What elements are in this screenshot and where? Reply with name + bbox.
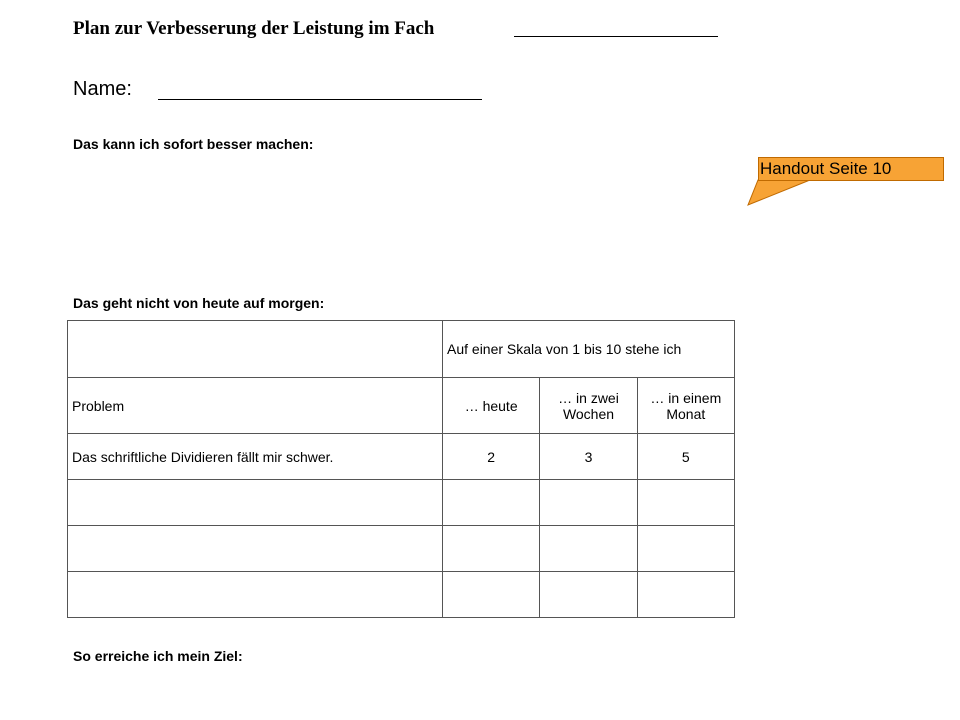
table-cell-empty: [68, 321, 443, 378]
table-cell-empty: [68, 572, 443, 618]
table-cell-empty: [68, 526, 443, 572]
callout-pointer: [740, 179, 820, 209]
table-cell-empty: [540, 572, 637, 618]
subject-blank-line: [514, 36, 718, 37]
two-weeks-header-cell: … in zwei Wochen: [540, 378, 637, 434]
today-header-cell: … heute: [443, 378, 540, 434]
scale-header-cell: Auf einer Skala von 1 bis 10 stehe ich: [443, 321, 735, 378]
table-row: [68, 526, 735, 572]
table-row: [68, 378, 735, 434]
improvement-table: [67, 320, 735, 618]
table-cell-empty: [443, 526, 540, 572]
month-value-cell: 5: [637, 434, 734, 480]
table-cell-empty: [637, 526, 734, 572]
section-heading-goal: So erreiche ich mein Ziel:: [73, 648, 243, 664]
page-title: Plan zur Verbesserung der Leistung im Fach: [73, 18, 435, 39]
problem-cell: Das schriftliche Dividieren fällt mir schwer.: [68, 434, 443, 480]
section-heading-long-term: Das geht nicht von heute auf morgen:: [73, 295, 325, 311]
table-row: [68, 434, 735, 480]
problem-header-cell: Problem: [68, 378, 443, 434]
table-cell-empty: [540, 526, 637, 572]
table-cell-empty: [540, 480, 637, 526]
table-row: [68, 321, 735, 378]
today-value-cell: 2: [443, 434, 540, 480]
table-cell-empty: [637, 572, 734, 618]
table-cell-empty: [443, 480, 540, 526]
table-row: [68, 572, 735, 618]
section-heading-immediate: Das kann ich sofort besser machen:: [73, 136, 314, 152]
table-cell-empty: [68, 480, 443, 526]
table-cell-empty: [443, 572, 540, 618]
table-row: [68, 480, 735, 526]
name-label: Name:: [73, 78, 132, 100]
month-header-cell: … in einem Monat: [637, 378, 734, 434]
two-weeks-value-cell: 3: [540, 434, 637, 480]
handout-callout: Handout Seite 10: [758, 157, 944, 181]
name-blank-line: [158, 99, 482, 100]
table-cell-empty: [637, 480, 734, 526]
